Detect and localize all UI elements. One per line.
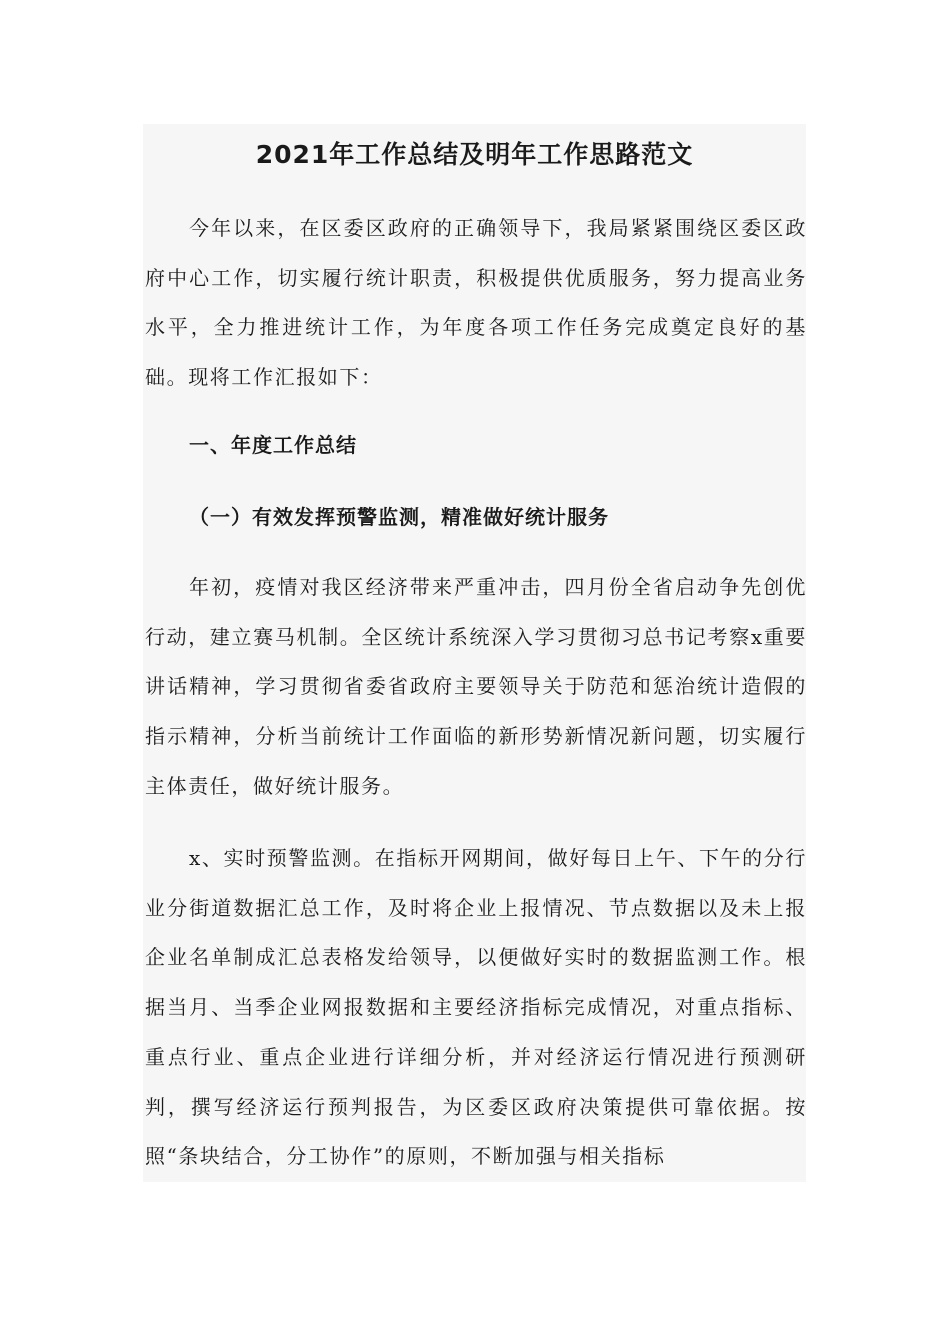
intro-paragraph: 今年以来，在区委区政府的正确领导下，我局紧紧围绕区委区政府中心工作，切实履行统计职责，积极提供优质服务，努力提高业务水平，全力推进统计工作，为年度各项工作任务完成奠定良好的基础。现将工作汇报如下： (145, 216, 807, 390)
document-title: 2021年工作总结及明年工作思路范文 (255, 140, 694, 169)
body-paragraph-1: 年初，疫情对我区经济带来严重冲击，四月份全省启动争先创优行动，建立赛马机制。全区统计系统深入学习贯彻习总书记考察x重要讲话精神，学习贯彻省委省政府主要领导关于防范和惩治统计造假的指示精神，分析当前统计工作面临的新形势新情况新问题，切实履行主体责任，做好统计服务。 (145, 575, 807, 798)
subsection-heading: （一）有效发挥预警监测，精准做好统计服务 (189, 505, 609, 529)
body-paragraph-2: x、实时预警监测。在指标开网期间，做好每日上午、下午的分行业分街道数据汇总工作，及时将企业上报情况、节点数据以及未上报企业名单制成汇总表格发给领导，以便做好实时的数据监测工作。根据当月、当季企业网报数据和主要经济指标完成情况，对重点指标、重点行业、重点企业进行详细分析，并对经济运行情况进行预测研判，撰写经济运行预判报告，为区委区政府决策提供可靠依据。按照“条块结合，分工协作”的原则，不断加强与相关指标 (145, 846, 807, 1169)
section-heading: 一、年度工作总结 (189, 433, 357, 457)
